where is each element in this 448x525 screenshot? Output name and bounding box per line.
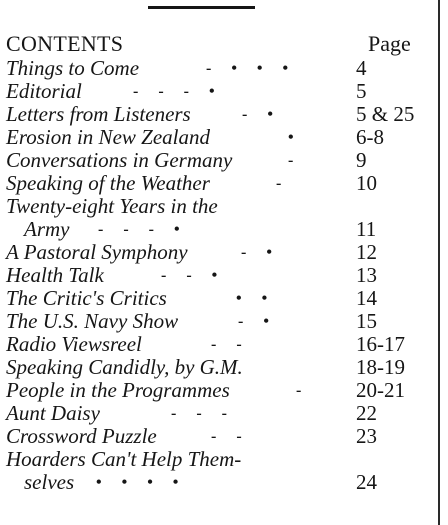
toc-entry [6, 333, 430, 356]
entry-page-number: 13 [356, 263, 377, 287]
dot-leader: - [296, 382, 302, 399]
toc-entry [6, 264, 430, 287]
toc-entry [6, 425, 430, 448]
entry-page-number: 20-21 [356, 378, 405, 402]
entry-page-number: 6-8 [356, 125, 384, 149]
toc-entry [6, 356, 430, 379]
entry-title: Editorial [6, 79, 82, 103]
entry-title: Erosion in New Zealand [6, 125, 210, 149]
toc-entry [6, 80, 430, 103]
dot-leader: - • [241, 244, 272, 261]
entry-page-number: 22 [356, 401, 377, 425]
dot-leader: • [288, 129, 294, 146]
table-of-contents [6, 57, 430, 494]
entry-title: Conversations in Germany [6, 148, 233, 172]
entry-page-number: 23 [356, 424, 377, 448]
entry-title: The Critic's Critics [6, 286, 167, 310]
toc-entry [6, 310, 430, 333]
entry-title: People in the Programmes [6, 378, 230, 402]
dot-leader: • • • • [96, 474, 179, 491]
dot-leader: - [276, 175, 282, 192]
contents-heading: CONTENTS [6, 31, 124, 56]
entry-page-number: 5 & 25 [356, 102, 415, 126]
entry-page-number: 5 [356, 79, 367, 103]
toc-entry [6, 57, 430, 80]
toc-entry [6, 448, 430, 471]
toc-entry [6, 172, 430, 195]
top-rule [148, 6, 255, 9]
entry-title: Radio Viewsreel [6, 332, 142, 356]
dot-leader: - - [211, 428, 242, 445]
toc-entry [6, 471, 430, 494]
entry-page-number: 14 [356, 286, 377, 310]
dot-leader: - • [238, 313, 269, 330]
dot-leader: - - - • [98, 221, 180, 238]
entry-title: Twenty-eight Years in the [6, 194, 218, 218]
entry-title: Army [24, 217, 70, 241]
entry-title: A Pastoral Symphony [6, 240, 188, 264]
dot-leader: - - • [161, 267, 218, 284]
toc-entry [6, 287, 430, 310]
entry-title: Crossword Puzzle [6, 424, 157, 448]
dot-leader: - - - [171, 405, 227, 422]
toc-entry [6, 241, 430, 264]
entry-page-number: 12 [356, 240, 377, 264]
contents-header [6, 32, 430, 56]
entry-page-number: 18-19 [356, 355, 405, 379]
entry-title: Speaking of the Weather [6, 171, 210, 195]
entry-title: Aunt Daisy [6, 401, 100, 425]
toc-entry [6, 218, 430, 241]
toc-entry [6, 126, 430, 149]
toc-entry [6, 103, 430, 126]
entry-page-number: 9 [356, 148, 367, 172]
entry-title: selves [24, 470, 75, 494]
entry-page-number: 4 [356, 56, 367, 80]
entry-title: The U.S. Navy Show [6, 309, 179, 333]
toc-entry [6, 379, 430, 402]
dot-leader: - [288, 152, 294, 169]
entry-page-number: 11 [356, 217, 377, 241]
entry-title: Health Talk [6, 263, 104, 287]
column-divider [438, 0, 440, 525]
entry-title: Hoarders Can't Help Them- [6, 447, 242, 471]
entry-title: Things to Come [6, 56, 140, 80]
dot-leader: - - [211, 336, 242, 353]
toc-entry [6, 402, 430, 425]
entry-title: Speaking Candidly, by G.M. [6, 355, 243, 379]
dot-leader: - • [242, 106, 273, 123]
toc-entry [6, 149, 430, 172]
dot-leader: - • • • [206, 60, 289, 77]
toc-entry [6, 195, 430, 218]
dot-leader: - - - • [133, 83, 215, 100]
page-column-heading: Page [368, 31, 411, 56]
entry-page-number: 15 [356, 309, 377, 333]
entry-page-number: 24 [356, 470, 377, 494]
entry-page-number: 16-17 [356, 332, 405, 356]
entry-title: Letters from Listeners [6, 102, 191, 126]
entry-page-number: 10 [356, 171, 377, 195]
dot-leader: • • [236, 290, 268, 307]
